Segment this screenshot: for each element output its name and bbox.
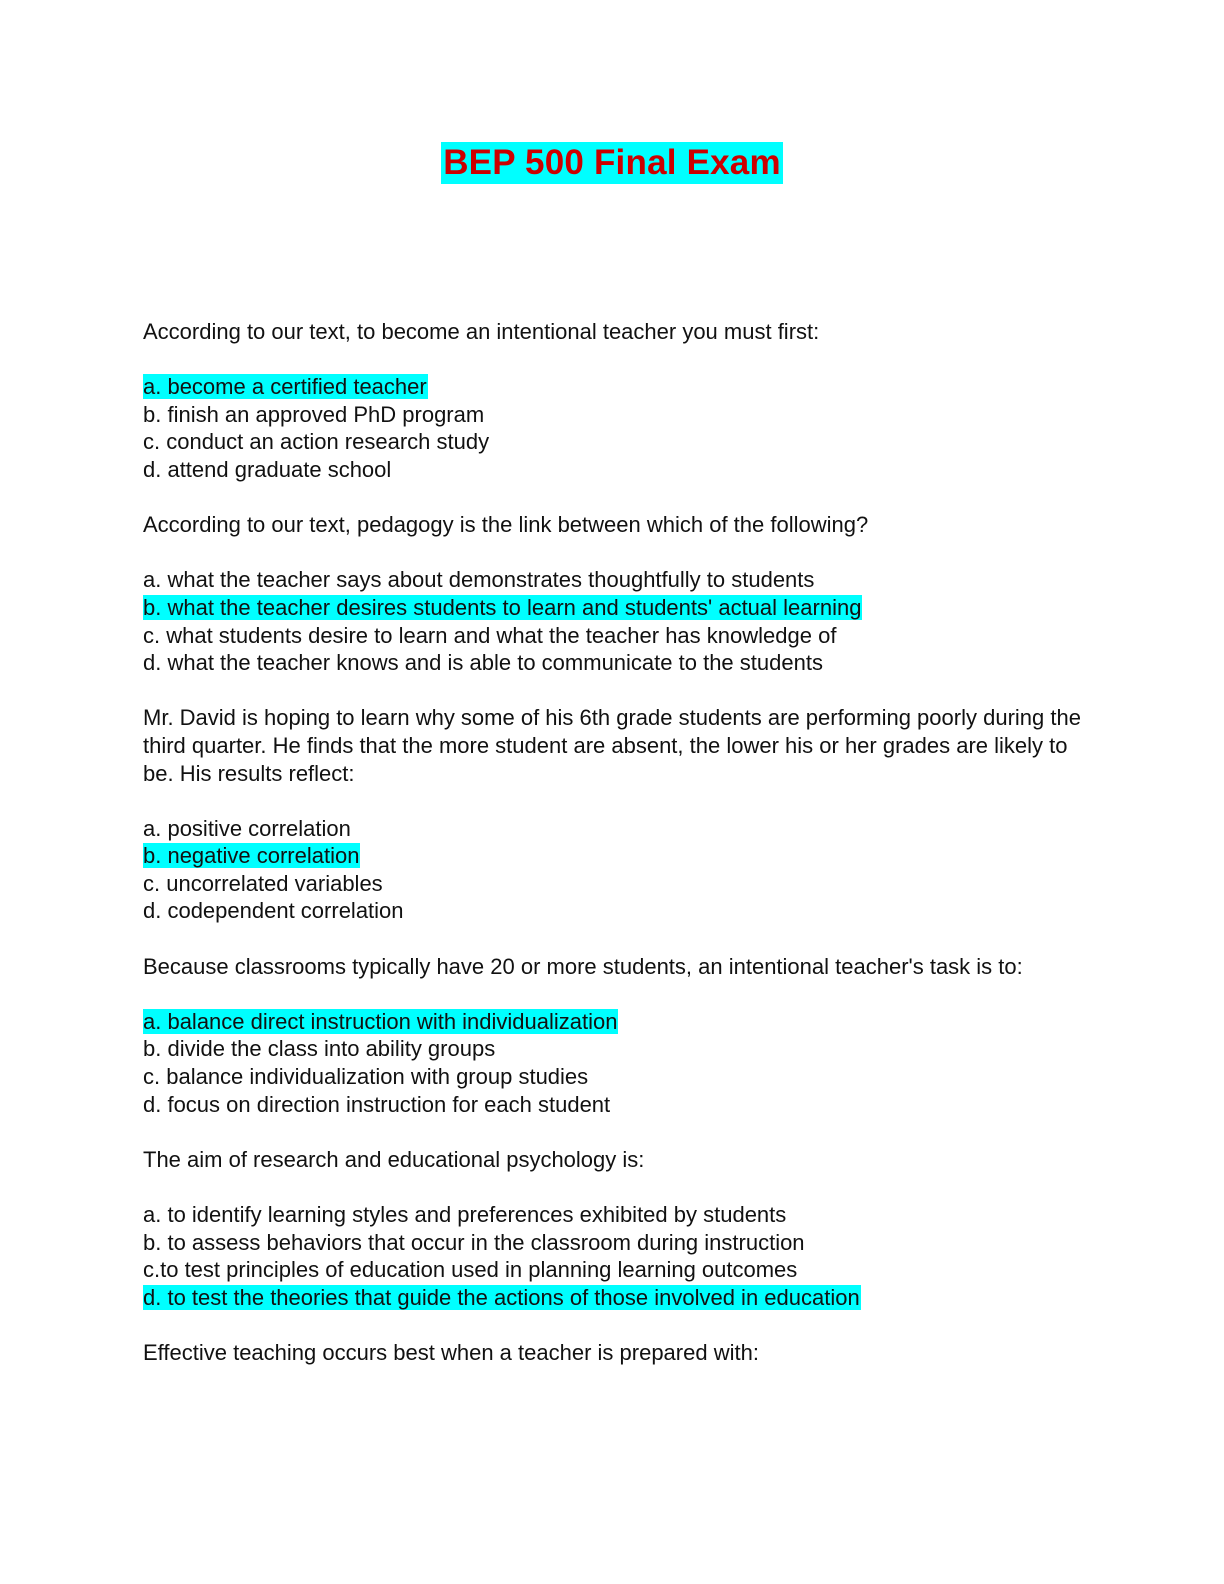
answer-option xyxy=(143,649,1083,677)
answer-option xyxy=(143,897,1083,925)
answer-option xyxy=(143,401,1083,429)
answer-option-text: d. to test the theories that guide the actions of those involved in education xyxy=(143,1284,860,1310)
answer-option-text: c. what students desire to learn and what the teacher has knowledge of xyxy=(143,622,837,648)
answer-option-text: a. positive correlation xyxy=(143,815,351,841)
title-container xyxy=(0,142,1224,184)
answer-options xyxy=(143,815,1083,925)
answer-option-highlighted xyxy=(143,842,1083,870)
answer-option-text: a. become a certified teacher xyxy=(143,374,427,400)
answer-option xyxy=(143,1201,1083,1229)
question-block xyxy=(143,953,1083,1119)
answer-option xyxy=(143,566,1083,594)
answer-option xyxy=(143,622,1083,650)
answer-options xyxy=(143,566,1083,676)
answer-option-text: b. what the teacher desires students to learn and students' actual learning xyxy=(143,594,862,620)
answer-option-text: a. what the teacher says about demonstrates thoughtfully to students xyxy=(143,567,815,593)
question-text: Effective teaching occurs best when a teacher is prepared with: xyxy=(143,1339,759,1365)
answer-option-text: c. uncorrelated variables xyxy=(143,870,383,896)
answer-option xyxy=(143,815,1083,843)
answer-option xyxy=(143,1091,1083,1119)
question-text: Mr. David is hoping to learn why some of his 6th grade students are performing poorly during the third quarter. He finds that the more student are absent, the lower his or her grades are likely to be. His results reflect: xyxy=(143,705,1081,786)
answer-option-highlighted xyxy=(143,1008,1083,1036)
answer-options xyxy=(143,1008,1083,1118)
answer-option xyxy=(143,456,1083,484)
answer-option-text: d. focus on direction instruction for each student xyxy=(143,1091,611,1117)
answer-option xyxy=(143,870,1083,898)
question-text: According to our text, pedagogy is the link between which of the following? xyxy=(143,512,869,538)
answer-option-text: a. balance direct instruction with individualization xyxy=(143,1008,618,1034)
answer-option-text: c.to test principles of education used in planning learning outcomes xyxy=(143,1257,798,1283)
question-block xyxy=(143,1146,1083,1312)
question-list xyxy=(143,318,1083,1394)
answer-option-text: d. attend graduate school xyxy=(143,456,392,482)
answer-option-text: d. what the teacher knows and is able to communicate to the students xyxy=(143,650,823,676)
answer-option xyxy=(143,1256,1083,1284)
question-text: According to our text, to become an intentional teacher you must first: xyxy=(143,319,820,344)
answer-option xyxy=(143,1229,1083,1257)
answer-option xyxy=(143,1035,1083,1063)
answer-option-text: b. finish an approved PhD program xyxy=(143,401,485,427)
answer-option-text: b. divide the class into ability groups xyxy=(143,1036,496,1062)
answer-option-text: a. to identify learning styles and preferences exhibited by students xyxy=(143,1202,787,1227)
answer-option-text: c. balance individualization with group studies xyxy=(143,1064,589,1090)
answer-option-text: b. negative correlation xyxy=(143,843,360,869)
answer-option-text: b. to assess behaviors that occur in the classroom during instruction xyxy=(143,1229,805,1255)
answer-option-highlighted xyxy=(143,1284,1083,1312)
question-block xyxy=(143,318,1083,484)
answer-option-highlighted xyxy=(143,373,1083,401)
answer-option-text: d. codependent correlation xyxy=(143,898,404,924)
answer-option-text: c. conduct an action research study xyxy=(143,429,490,455)
answer-option xyxy=(143,1063,1083,1091)
question-text: The aim of research and educational psychology is: xyxy=(143,1146,645,1172)
question-block xyxy=(143,511,1083,677)
question-text: Because classrooms typically have 20 or more students, an intentional teacher's task is to: xyxy=(143,953,1023,979)
question-block xyxy=(143,1339,1083,1367)
answer-options xyxy=(143,373,1083,483)
answer-options xyxy=(143,1201,1083,1311)
answer-option-highlighted xyxy=(143,594,1083,622)
document-title: BEP 500 Final Exam xyxy=(443,143,781,182)
answer-option xyxy=(143,428,1083,456)
question-block xyxy=(143,704,1083,925)
